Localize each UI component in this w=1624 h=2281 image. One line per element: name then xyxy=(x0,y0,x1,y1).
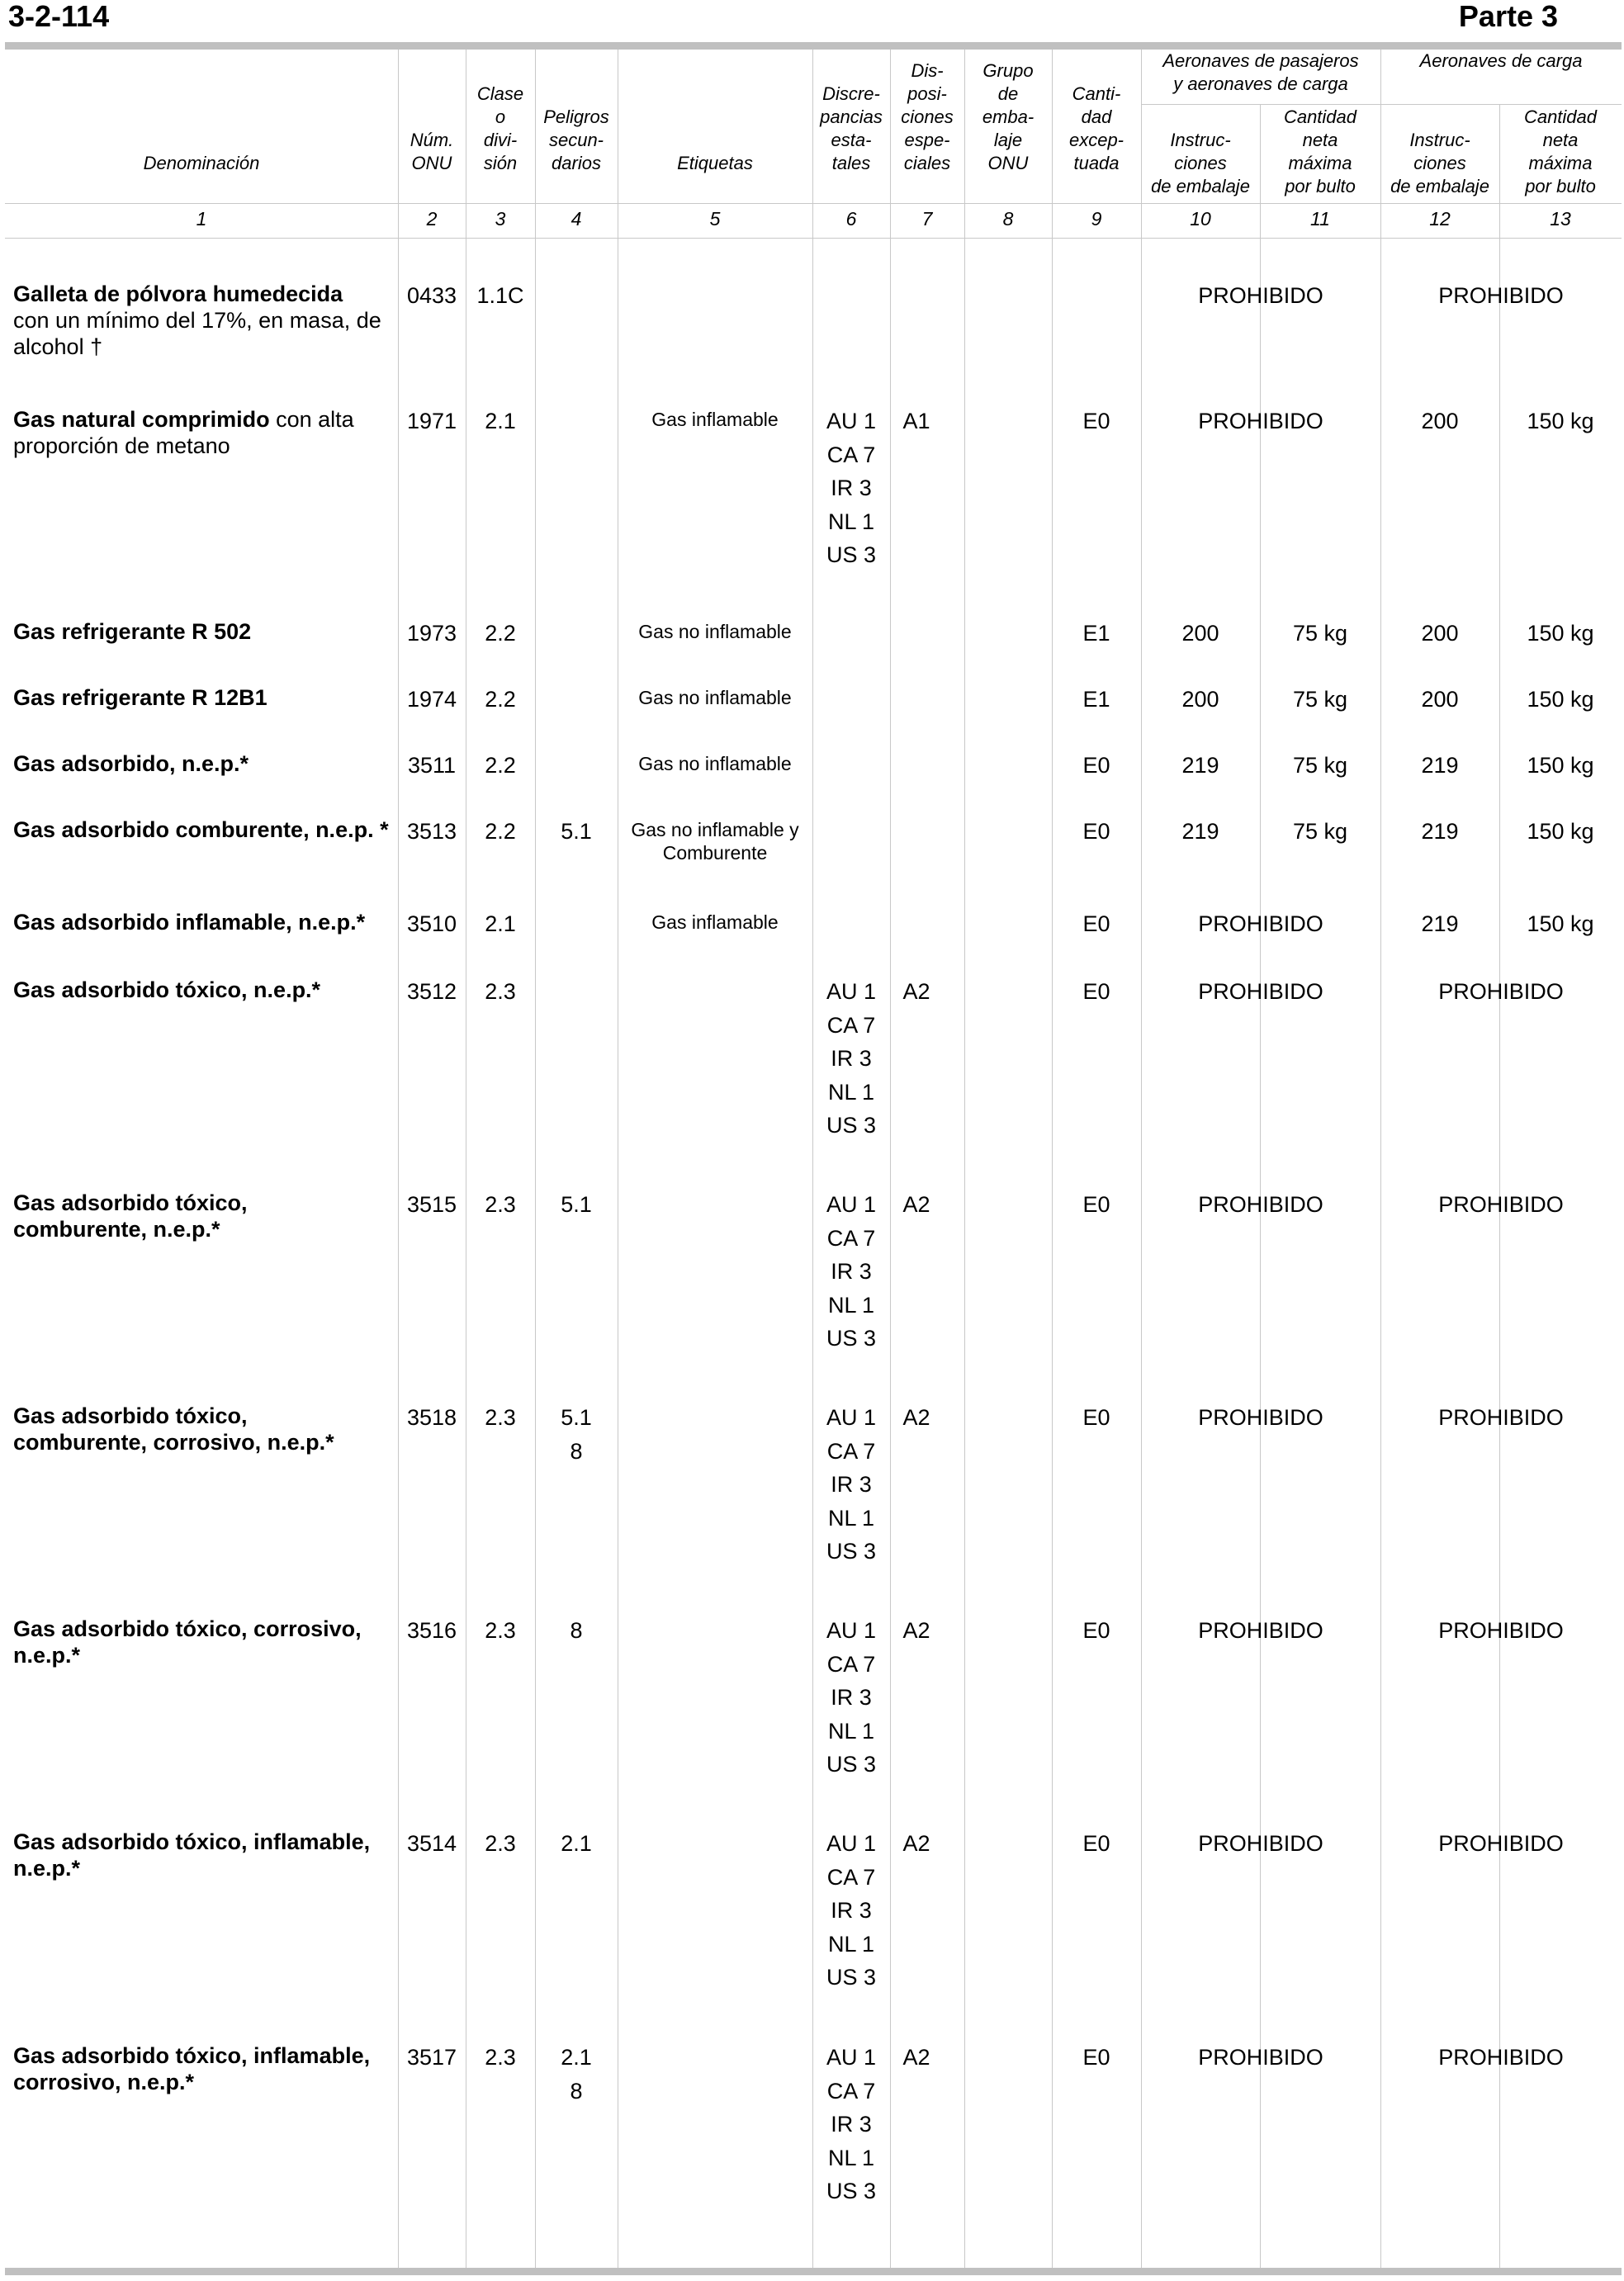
row-discrepancias: AU 1 CA 7 IR 3 NL 1 US 3 xyxy=(826,1192,877,1351)
row-disposiciones: A1 xyxy=(902,409,930,433)
header-disposiciones: Dis- posi- ciones espe- ciales xyxy=(901,60,954,173)
row-cargo-cantidad: 150 kg xyxy=(1527,819,1594,844)
row-denominacion xyxy=(13,909,393,935)
header-num-onu: Núm. ONU xyxy=(410,130,454,173)
row-disposiciones: A2 xyxy=(902,1405,930,1430)
row-pax-cantidad: 75 kg xyxy=(1292,819,1348,844)
row-cargo-cantidad: 150 kg xyxy=(1527,911,1594,936)
row-num-onu: 1973 xyxy=(406,621,457,646)
row-peligros-secundarios: 2.1 xyxy=(561,1831,592,1856)
row-cargo-prohibido: PROHIBIDO xyxy=(1438,1405,1564,1430)
row-cargo-cantidad: 150 kg xyxy=(1527,621,1594,646)
row-name-rest: con un mínimo del 17%, en masa, de alcohol † xyxy=(13,308,381,359)
row-name-bold: Gas adsorbido tóxico, inflamable, corrosivo, n.e.p.* xyxy=(13,2043,371,2094)
column-number: 3 xyxy=(495,208,506,230)
row-etiquetas: Gas inflamable xyxy=(651,911,779,933)
row-num-onu: 1971 xyxy=(406,409,457,433)
row-cantidad-exceptuada: E0 xyxy=(1082,1831,1110,1856)
row-disposiciones: A2 xyxy=(902,2045,930,2070)
row-cargo-cantidad: 150 kg xyxy=(1527,687,1594,712)
row-name-bold: Gas adsorbido tóxico, corrosivo, n.e.p.* xyxy=(13,1616,362,1668)
row-clase: 2.1 xyxy=(485,409,516,433)
column-number: 9 xyxy=(1091,208,1102,230)
row-denominacion xyxy=(13,618,393,645)
column-numbers-bottom-line xyxy=(5,238,1622,239)
row-cantidad-exceptuada: E0 xyxy=(1082,753,1110,778)
row-name-bold: Galleta de pólvora humedecida xyxy=(13,282,343,306)
column-divider xyxy=(1052,50,1053,2268)
column-number: 11 xyxy=(1310,208,1330,230)
row-disposiciones: A2 xyxy=(902,979,930,1004)
row-num-onu: 3515 xyxy=(406,1192,457,1217)
row-peligros-secundarios: 2.1 8 xyxy=(561,2045,592,2104)
header-group-carga: Aeronaves de carga xyxy=(1419,50,1583,71)
header-pax-instrucciones: Instruc- ciones de embalaje xyxy=(1151,130,1250,196)
row-cargo-prohibido: PROHIBIDO xyxy=(1438,1831,1564,1856)
row-denominacion xyxy=(13,977,393,1003)
row-cantidad-exceptuada: E1 xyxy=(1082,621,1110,646)
row-cantidad-exceptuada: E1 xyxy=(1082,687,1110,712)
column-number: 12 xyxy=(1429,208,1451,230)
row-num-onu: 3514 xyxy=(406,1831,457,1856)
row-pax-prohibido: PROHIBIDO xyxy=(1198,283,1323,308)
row-discrepancias: AU 1 CA 7 IR 3 NL 1 US 3 xyxy=(826,409,877,567)
row-pax-prohibido: PROHIBIDO xyxy=(1198,2045,1323,2070)
row-etiquetas: Gas inflamable xyxy=(651,409,779,430)
row-pax-instrucciones: 200 xyxy=(1181,621,1219,646)
row-cargo-instrucciones: 200 xyxy=(1421,621,1459,646)
row-clase: 2.3 xyxy=(485,1405,516,1430)
header-bottom-line xyxy=(5,203,1622,204)
row-discrepancias: AU 1 CA 7 IR 3 NL 1 US 3 xyxy=(826,1831,877,1990)
row-disposiciones: A2 xyxy=(902,1618,930,1643)
row-num-onu: 3518 xyxy=(406,1405,457,1430)
column-divider xyxy=(398,50,399,2268)
row-peligros-secundarios: 8 xyxy=(570,1618,583,1643)
column-divider xyxy=(535,50,536,2268)
row-cantidad-exceptuada: E0 xyxy=(1082,1192,1110,1217)
row-discrepancias: AU 1 CA 7 IR 3 NL 1 US 3 xyxy=(826,2045,877,2203)
column-number: 5 xyxy=(709,208,721,230)
row-discrepancias: AU 1 CA 7 IR 3 NL 1 US 3 xyxy=(826,1618,877,1777)
row-denominacion xyxy=(13,1829,393,1881)
column-number: 2 xyxy=(426,208,438,230)
row-cargo-prohibido: PROHIBIDO xyxy=(1438,1618,1564,1643)
column-number: 6 xyxy=(845,208,857,230)
row-denominacion xyxy=(13,750,393,777)
row-etiquetas: Gas no inflamable xyxy=(638,687,792,708)
row-clase: 2.3 xyxy=(485,1618,516,1643)
row-clase: 2.3 xyxy=(485,1192,516,1217)
row-clase: 2.1 xyxy=(485,911,516,936)
row-num-onu: 0433 xyxy=(406,283,457,308)
row-num-onu: 3512 xyxy=(406,979,457,1004)
row-cargo-instrucciones: 200 xyxy=(1421,687,1459,712)
row-clase: 2.2 xyxy=(485,819,516,844)
row-clase: 2.3 xyxy=(485,979,516,1004)
row-pax-cantidad: 75 kg xyxy=(1292,753,1348,778)
row-clase: 2.3 xyxy=(485,1831,516,1856)
row-pax-cantidad: 75 kg xyxy=(1292,687,1348,712)
row-num-onu: 3513 xyxy=(406,819,457,844)
row-clase: 2.3 xyxy=(485,2045,516,2070)
row-pax-prohibido: PROHIBIDO xyxy=(1198,409,1323,433)
row-etiquetas: Gas no inflamable xyxy=(638,621,792,642)
header-denominacion: Denominación xyxy=(143,153,260,173)
row-peligros-secundarios: 5.1 8 xyxy=(561,1405,592,1464)
row-clase: 2.2 xyxy=(485,753,516,778)
row-name-bold: Gas adsorbido inflamable, n.e.p.* xyxy=(13,910,366,935)
header-peligros: Peligros secun- darios xyxy=(543,106,609,173)
column-divider xyxy=(1380,50,1381,2268)
row-pax-prohibido: PROHIBIDO xyxy=(1198,979,1323,1004)
row-cargo-instrucciones: 200 xyxy=(1421,409,1459,433)
row-num-onu: 3516 xyxy=(406,1618,457,1643)
header-group-pasajeros: Aeronaves de pasajeros y aeronaves de carga xyxy=(1162,50,1359,94)
row-cargo-instrucciones: 219 xyxy=(1421,753,1459,778)
row-clase: 2.2 xyxy=(485,687,516,712)
header-cargo-cantidad: Cantidad neta máxima por bulto xyxy=(1523,106,1598,196)
row-cantidad-exceptuada: E0 xyxy=(1082,1405,1110,1430)
part-title: Parte 3 xyxy=(1458,0,1558,33)
row-cantidad-exceptuada: E0 xyxy=(1082,1618,1110,1643)
row-name-bold: Gas refrigerante R 502 xyxy=(13,619,252,644)
row-clase: 1.1C xyxy=(476,283,524,308)
row-name-bold: Gas refrigerante R 12B1 xyxy=(13,685,268,710)
row-num-onu: 3517 xyxy=(406,2045,457,2070)
row-etiquetas: Gas no inflamable y Comburente xyxy=(631,819,799,864)
column-divider xyxy=(890,50,891,2268)
row-name-rest: con alta proporción de metano xyxy=(13,407,354,458)
row-cargo-cantidad: 150 kg xyxy=(1527,409,1594,433)
row-denominacion xyxy=(13,1190,393,1242)
row-denominacion xyxy=(13,1616,393,1668)
column-number: 4 xyxy=(571,208,582,230)
column-number: 13 xyxy=(1550,208,1571,230)
row-pax-instrucciones: 200 xyxy=(1181,687,1219,712)
row-clase: 2.2 xyxy=(485,621,516,646)
row-pax-prohibido: PROHIBIDO xyxy=(1198,911,1323,936)
row-denominacion xyxy=(13,816,393,843)
row-pax-instrucciones: 219 xyxy=(1181,753,1219,778)
row-cantidad-exceptuada: E0 xyxy=(1082,819,1110,844)
row-discrepancias: AU 1 CA 7 IR 3 NL 1 US 3 xyxy=(826,1405,877,1564)
row-num-onu: 3511 xyxy=(407,753,457,778)
bottom-rule xyxy=(5,2268,1622,2275)
row-pax-prohibido: PROHIBIDO xyxy=(1198,1192,1323,1217)
row-pax-cantidad: 75 kg xyxy=(1292,621,1348,646)
row-pax-prohibido: PROHIBIDO xyxy=(1198,1618,1323,1643)
row-disposiciones: A2 xyxy=(902,1192,930,1217)
header-cargo-instrucciones: Instruc- ciones de embalaje xyxy=(1390,130,1489,196)
row-name-bold: Gas adsorbido tóxico, inflamable, n.e.p.* xyxy=(13,1829,371,1881)
row-denominacion xyxy=(13,406,393,459)
row-cantidad-exceptuada: E0 xyxy=(1082,911,1110,936)
header-etiquetas: Etiquetas xyxy=(677,153,753,173)
row-pax-prohibido: PROHIBIDO xyxy=(1198,1831,1323,1856)
header-clase: Clase o divi- sión xyxy=(476,83,524,173)
row-cargo-cantidad: 150 kg xyxy=(1527,753,1594,778)
row-name-bold: Gas natural comprimido xyxy=(13,407,270,432)
row-etiquetas: Gas no inflamable xyxy=(638,753,792,774)
row-disposiciones: A2 xyxy=(902,1831,930,1856)
row-cargo-instrucciones: 219 xyxy=(1421,911,1459,936)
row-cargo-prohibido: PROHIBIDO xyxy=(1438,283,1564,308)
group-header-divider xyxy=(1141,104,1622,105)
row-cargo-prohibido: PROHIBIDO xyxy=(1438,2045,1564,2070)
column-number: 7 xyxy=(921,208,933,230)
row-cargo-prohibido: PROHIBIDO xyxy=(1438,1192,1564,1217)
row-cantidad-exceptuada: E0 xyxy=(1082,409,1110,433)
row-peligros-secundarios: 5.1 xyxy=(561,819,592,844)
column-number: 10 xyxy=(1190,208,1211,230)
row-name-bold: Gas adsorbido tóxico, comburente, n.e.p.* xyxy=(13,1190,248,1242)
row-num-onu: 3510 xyxy=(406,911,457,936)
row-peligros-secundarios: 5.1 xyxy=(561,1192,592,1217)
row-denominacion xyxy=(13,1403,393,1455)
header-pax-cantidad: Cantidad neta máxima por bulto xyxy=(1283,106,1357,196)
column-divider xyxy=(964,50,965,2268)
row-denominacion xyxy=(13,281,393,360)
row-name-bold: Gas adsorbido tóxico, n.e.p.* xyxy=(13,977,321,1002)
row-cargo-prohibido: PROHIBIDO xyxy=(1438,979,1564,1004)
row-pax-prohibido: PROHIBIDO xyxy=(1198,1405,1323,1430)
row-name-bold: Gas adsorbido comburente, n.e.p. * xyxy=(13,817,389,842)
row-denominacion xyxy=(13,684,393,711)
header-cantidad-exceptuada: Canti- dad excep- tuada xyxy=(1068,83,1124,173)
header-grupo-embalaje: Grupo de emba- laje ONU xyxy=(982,60,1035,173)
row-discrepancias: AU 1 CA 7 IR 3 NL 1 US 3 xyxy=(826,979,877,1138)
column-number: 8 xyxy=(1002,208,1014,230)
row-cargo-instrucciones: 219 xyxy=(1421,819,1459,844)
top-rule xyxy=(5,42,1622,50)
column-divider xyxy=(1141,50,1142,2268)
header-discrepancias: Discre- pancias esta- tales xyxy=(820,83,883,173)
row-name-bold: Gas adsorbido tóxico, comburente, corrosivo, n.e.p.* xyxy=(13,1403,334,1455)
row-cantidad-exceptuada: E0 xyxy=(1082,979,1110,1004)
page-number: 3-2-114 xyxy=(8,0,110,33)
row-num-onu: 1974 xyxy=(406,687,457,712)
row-name-bold: Gas adsorbido, n.e.p.* xyxy=(13,751,249,776)
row-cantidad-exceptuada: E0 xyxy=(1082,2045,1110,2070)
column-number: 1 xyxy=(196,208,207,230)
row-pax-instrucciones: 219 xyxy=(1181,819,1219,844)
row-denominacion xyxy=(13,2042,393,2095)
